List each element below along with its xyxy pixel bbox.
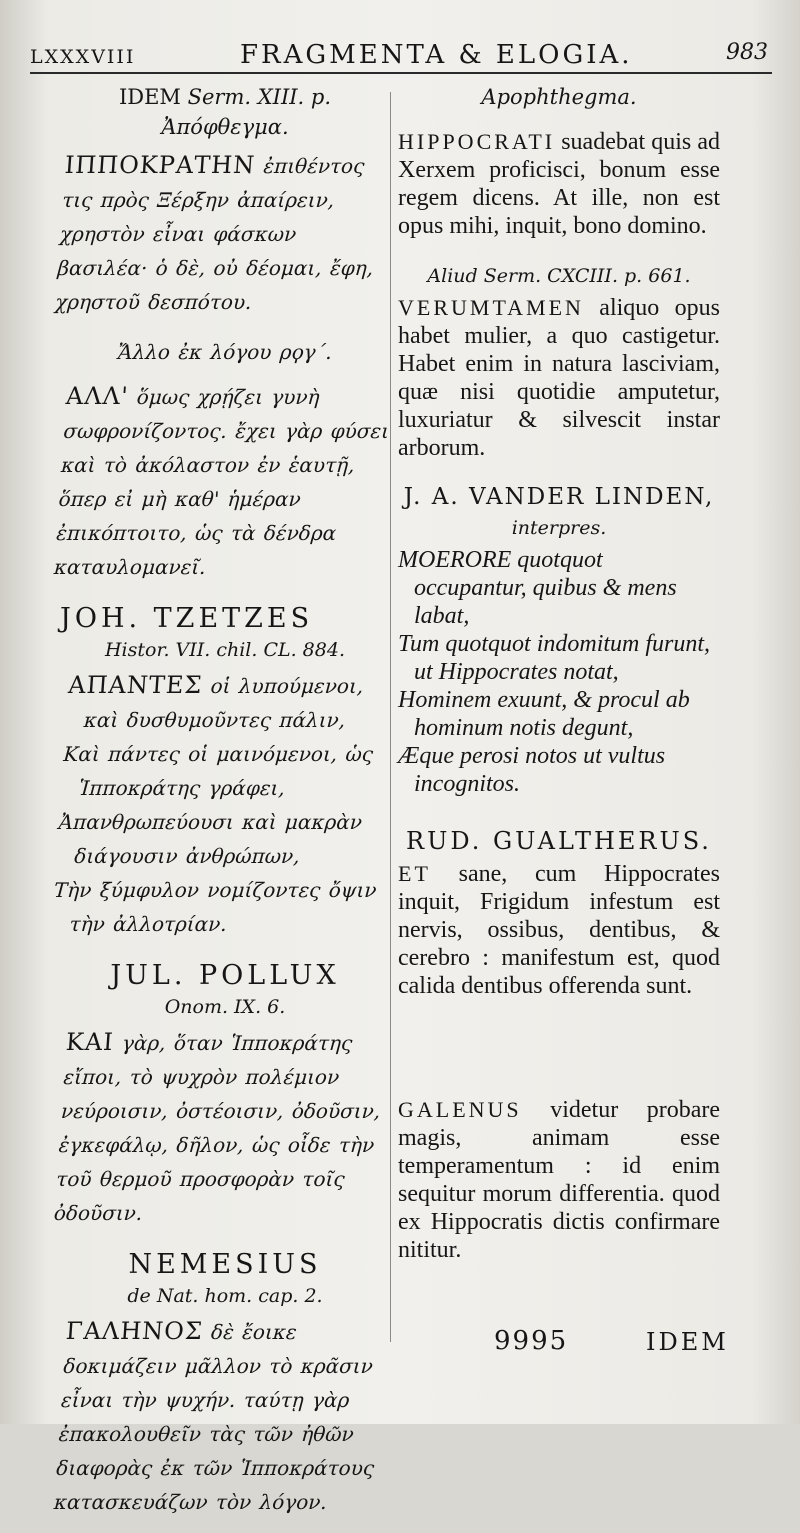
greek-paragraph — [53, 379, 397, 584]
latin-paragraph — [398, 860, 720, 1000]
section-subhead: Apophthegma. — [481, 85, 637, 109]
running-title: FRAGMENTA & ELOGIA. — [240, 40, 633, 70]
verse-line: Ἀπανθρωπεύουσι καὶ μακρὰν διάγουσιν ἀνθρώπων, — [57, 810, 363, 868]
paragraph-text: aliquo opus habet mulier, a quo castigetur. Habet enim in natura lasciviam, quæ nisi quotidie amputetur, luxuriatur & silvescit instar arborum. — [398, 295, 721, 461]
greek-paragraph — [54, 148, 396, 319]
author-heading: JUL. POLLUX — [110, 960, 340, 991]
greek-paragraph — [53, 1025, 397, 1230]
paragraph-text: δὲ ἔοικε δοκιμάζειν μᾶλλον τὸ κρᾶσιν εἶναι τὴν ψυχήν. ταύτῃ γὰρ ἐπακολουθεῖν τὰς τῶν ἠθῶν διαφορὰς ἐκ τῶν Ἱπποκράτους κατασκευάζων τὸν λόγον. — [53, 1320, 376, 1514]
signature-mark: 9995 — [494, 1326, 569, 1356]
page-number: 983 — [726, 40, 768, 65]
running-header — [30, 38, 772, 74]
verse-line: Τὴν ξύμφυλον νομίζοντες ὄψιν τὴν ἀλλοτρίαν. — [53, 878, 378, 936]
greek-section-2 — [53, 335, 390, 584]
page-footer — [0, 1326, 800, 1366]
verse-line: MOERORE quotquot occupantur, quibus & mens labat, — [398, 547, 677, 629]
section-reference: interpres. — [511, 517, 607, 539]
greek-section-3 — [53, 602, 390, 941]
latin-section-1 — [398, 84, 720, 240]
paragraph-text: ὅμως χρῄζει γυνὴ σωφρονίζοντος. ἔχει γὰρ φύσει καὶ τὸ ἀκόλαστον ἐν ἑαυτῇ, ὅπερ εἰ μὴ καθ' ἡμέραν ἐπικόπτοιτο, ὡς τὰ δένδρα καταυλομανεῖ. — [53, 385, 390, 579]
paragraph-lead: VERUMTAMEN — [398, 295, 584, 320]
greek-section-5 — [53, 1248, 390, 1519]
paragraph-lead: ΚΑΙ — [64, 1028, 115, 1056]
latin-paragraph — [398, 128, 720, 240]
latin-section-4 — [398, 824, 720, 1000]
verse-line: Καὶ πάντες οἱ μαινόμενοι, ὡς Ἱπποκράτης γράφει, — [62, 742, 374, 800]
verse-lead: ΑΠΑΝΤΕΣ — [67, 671, 204, 699]
paragraph-lead: ΑΛΛ' — [64, 382, 130, 410]
paragraph-lead: ΙΠΠΟΚΡΑΤΗΝ — [63, 151, 257, 179]
greek-section-1 — [54, 84, 390, 319]
section-reference — [60, 84, 390, 110]
greek-column — [53, 84, 390, 1533]
verse-line: Æque perosi notos ut vultus incognitos. — [398, 743, 666, 797]
paragraph-text: sane, cum Hippocrates inquit, Frigidum infestum est nervis, ossibus, dentibus, & cerebro : manifestum est, quod calida dentibus offerenda sunt. — [398, 861, 721, 999]
section-reference: Histor. VII. chil. CL. 884. — [104, 639, 345, 661]
author-heading: RUD. GUALTHERUS. — [406, 827, 712, 855]
catchword: IDEM — [646, 1328, 729, 1356]
paragraph-text: videtur probare magis, animam esse temperamentum : id enim sequitur morum differentia. quod ex Hippocratis dictis confirmare nititur. — [398, 1097, 720, 1263]
paragraph-lead: ΓΑΛΗΝΟΣ — [64, 1317, 204, 1345]
latin-section-5 — [398, 1096, 720, 1264]
latin-paragraph — [398, 294, 720, 462]
section-reference: Ἄλλο ἐκ λόγου ρϙγ΄. — [117, 340, 333, 364]
paragraph-lead: ET — [398, 861, 431, 886]
section-subhead: Ἀπόφθεγμα. — [161, 115, 289, 139]
paragraph-text: ἐπιθέντος τις πρὸς Ξέρξην ἀπαίρειν, χρηστὸν εἶναι φάσκων βασιλέα· ὁ δὲ, οὐ δέομαι, ἔφη, χρηστοῦ δεσπότου. — [54, 154, 375, 314]
latin-section-3 — [398, 480, 720, 798]
verse-line: Hominem exuunt, & procul ab hominum notis degunt, — [398, 687, 690, 741]
section-reference: Aliud Serm. CXCIII. p. 661. — [427, 265, 691, 287]
paragraph-text: γὰρ, ὅταν Ἱπποκράτης εἴποι, τὸ ψυχρὸν πολέμιον νεύροισιν, ὀστέοισιν, ὀδοῦσιν, ἐγκεφάλῳ, δῆλον, ὡς οἶδε τὴν τοῦ θερμοῦ προσφορὰν τοῖς ὀδοῦσιν. — [53, 1031, 382, 1225]
paragraph-lead: HIPPOCRATI — [398, 129, 556, 154]
translator-heading: J. A. VANDER LINDEN, — [403, 484, 715, 510]
paragraph-text: suadebat quis ad Xerxem proficisci, bonum esse regem dicens. At ille, non est opus mihi, inquit, bono domino. — [398, 129, 720, 239]
paragraph-lead: GALENUS — [398, 1097, 522, 1122]
verse-text: οἱ λυπούμενοι, καὶ δυσθυμοῦντες πάλιν, — [83, 674, 365, 732]
author-heading: JOH. TZETZES — [60, 603, 314, 634]
latin-section-2 — [398, 264, 720, 462]
author-heading: NEMESIUS — [128, 1249, 322, 1280]
verse-line — [65, 668, 400, 737]
latin-column — [398, 84, 720, 1278]
verse-block — [398, 546, 720, 798]
latin-paragraph — [398, 1096, 720, 1264]
section-reference: de Nat. hom. cap. 2. — [127, 1285, 323, 1307]
section-reference: Onom. IX. 6. — [164, 996, 286, 1018]
folio-number: LXXXVIII — [30, 46, 136, 68]
verse-line: Tum quotquot indomitum furunt, ut Hippocrates notat, — [398, 631, 711, 685]
ref-author: IDEM — [118, 85, 181, 109]
greek-section-4 — [53, 959, 390, 1230]
verse-block — [50, 668, 399, 941]
ref-work: Serm. XIII. p. — [187, 85, 332, 109]
